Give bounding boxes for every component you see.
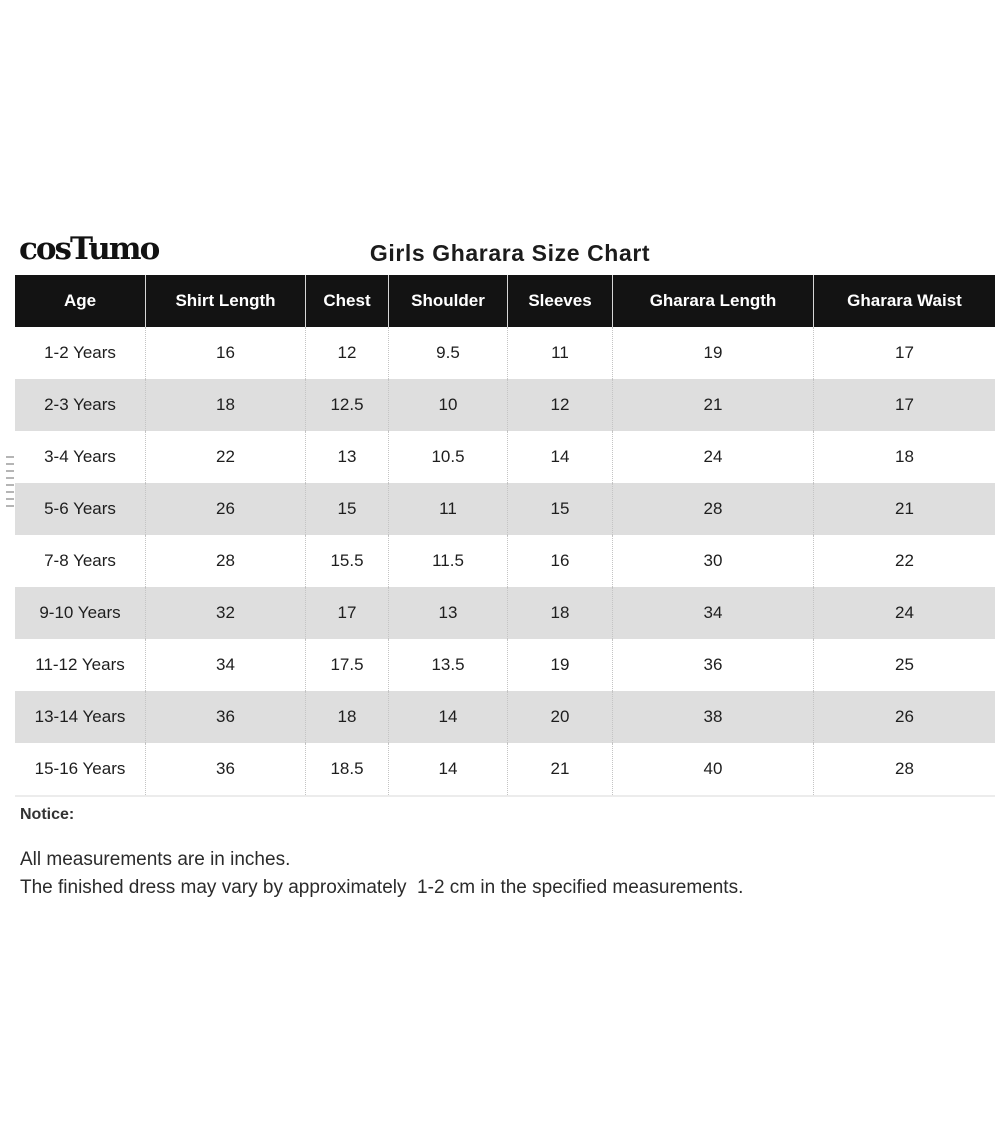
table-row [15,327,995,379]
age-cell: 5-6 Years [44,499,116,518]
age-cell: 15-16 Years [34,759,126,778]
measurement-cell: 12 [507,379,612,431]
measurement-cell: 17 [305,587,388,639]
measurement-cell: 14 [507,431,612,483]
size-table-body [15,327,995,797]
measurement-cell: 28 [612,483,813,535]
measurement-cell: 12 [305,327,388,379]
measurement-cell: 21 [612,379,813,431]
measurement-cell: 32 [145,587,305,639]
measurement-cell: 13.5 [388,639,507,691]
measurement-cell: 12.5 [305,379,388,431]
measurement-cell: 21 [507,743,612,795]
measurement-cell: 18 [813,431,995,483]
table-row [15,691,995,743]
measurement-cell: 25 [813,639,995,691]
measurement-cell: 11 [507,327,612,379]
measurement-cell: 16 [507,535,612,587]
measurement-cell: 14 [388,743,507,795]
age-cell: 7-8 Years [44,551,116,570]
table-row [15,431,995,483]
brand-logo: cosTumo [19,231,159,267]
column-header-shoulder: Shoulder [388,275,507,327]
measurement-cell: 22 [813,535,995,587]
measurement-cell: 17 [813,379,995,431]
measurement-cell: 24 [813,587,995,639]
measurement-cell: 28 [813,743,995,795]
measurement-cell: 9.5 [388,327,507,379]
measurement-cell: 34 [145,639,305,691]
measurement-cell: 38 [612,691,813,743]
table-row [15,535,995,587]
measurement-cell: 18 [507,587,612,639]
table-row [15,483,995,535]
measurement-cell: 13 [388,587,507,639]
measurement-cell: 22 [145,431,305,483]
age-cell: 3-4 Years [44,447,116,466]
page-title: Girls Gharara Size Chart [369,240,651,266]
column-header-chest: Chest [305,275,388,327]
size-chart-table [15,275,995,797]
column-header-age: Age [63,291,97,310]
measurement-cell: 17 [813,327,995,379]
measurement-cell: 36 [612,639,813,691]
age-cell: 9-10 Years [39,603,121,622]
measurement-cell: 36 [145,743,305,795]
notice-line-variation: The finished dress may vary by approximately 1-2 cm in the specified measurements. [20,877,744,898]
measurement-cell: 17.5 [305,639,388,691]
measurement-cell: 26 [145,483,305,535]
measurement-cell: 18 [145,379,305,431]
notice-text [20,846,743,902]
measurement-cell: 18 [305,691,388,743]
measurement-cell: 16 [145,327,305,379]
column-header-gharara-waist: Gharara Waist [813,275,995,327]
measurement-cell: 10 [388,379,507,431]
measurement-cell: 11.5 [388,535,507,587]
measurement-cell: 19 [507,639,612,691]
left-edge-dash-marks [6,456,14,512]
table-row [15,587,995,639]
measurement-cell: 28 [145,535,305,587]
measurement-cell: 14 [388,691,507,743]
age-cell: 11-12 Years [35,655,125,674]
measurement-cell: 15 [507,483,612,535]
age-cell: 1-2 Years [44,343,116,362]
table-row [15,379,995,431]
measurement-cell: 15 [305,483,388,535]
table-row [15,639,995,691]
notice-line-units: All measurements are in inches. [20,849,291,870]
measurement-cell: 26 [813,691,995,743]
measurement-cell: 36 [145,691,305,743]
measurement-cell: 30 [612,535,813,587]
measurement-cell: 18.5 [305,743,388,795]
table-row [15,743,995,795]
measurement-cell: 20 [507,691,612,743]
measurement-cell: 24 [612,431,813,483]
measurement-cell: 10.5 [388,431,507,483]
measurement-cell: 19 [612,327,813,379]
age-cell: 13-14 Years [34,707,126,726]
notice-heading: Notice: [20,806,75,823]
column-header-gharara-length: Gharara Length [612,275,813,327]
measurement-cell: 11 [388,483,507,535]
measurement-cell: 13 [305,431,388,483]
column-header-sleeves: Sleeves [507,275,612,327]
column-header-shirt-length: Shirt Length [145,275,305,327]
measurement-cell: 15.5 [305,535,388,587]
measurement-cell: 34 [612,587,813,639]
size-table-header-row [15,275,995,327]
measurement-cell: 21 [813,483,995,535]
measurement-cell: 40 [612,743,813,795]
age-cell: 2-3 Years [44,395,116,414]
